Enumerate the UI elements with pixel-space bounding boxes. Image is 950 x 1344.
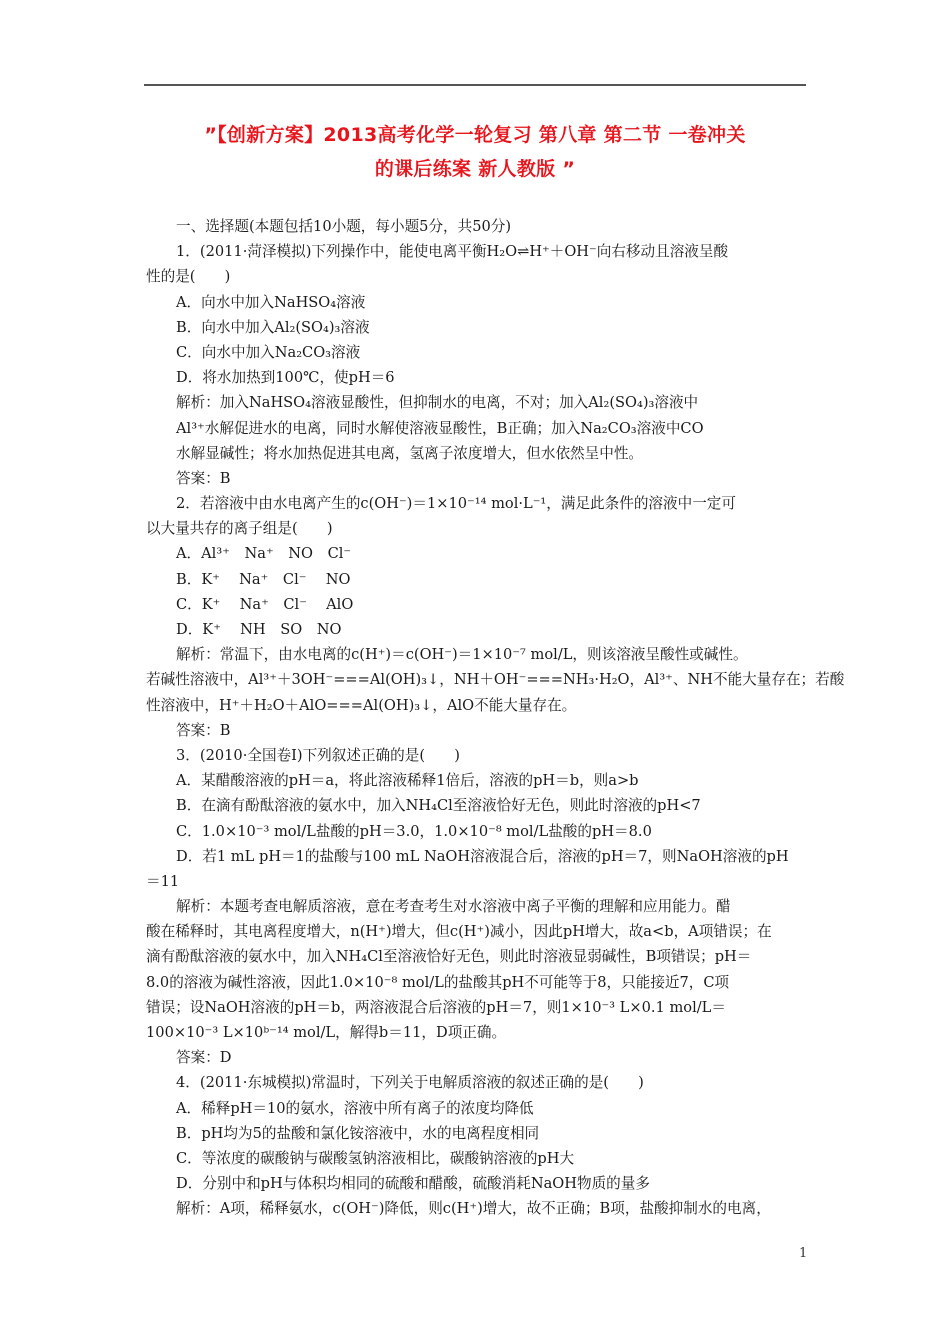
text-line: 解析：常温下，由水电离的c(H⁺)＝c(OH⁻)＝1×10⁻⁷ mol/L，则该溶液呈酸性或碱性。 [176,646,748,664]
text-line: C．K⁺ Na⁺ Cl⁻ AlO [176,595,354,613]
text-line: B．向水中加入Al₂(SO₄)₃溶液 [176,318,370,336]
text-line: 错误；设NaOH溶液的pH＝b，两溶液混合后溶液的pH＝7，则1×10⁻³ L×0.1 mol/L＝ [146,998,726,1016]
text-line: A．Al³⁺ Na⁺ NO Cl⁻ [176,545,352,563]
text-line: 一、选择题(本题包括10小题，每小题5分，共50分) [176,218,512,235]
text-line: 水解显碱性；将水加热促进其电离，氢离子浓度增大，但水依然呈中性。 [176,444,644,462]
text-line: C．向水中加入Na₂CO₃溶液 [176,343,361,361]
text-line: 性溶液中，H⁺＋H₂O＋AlO===Al(OH)₃↓，AlO不能大量存在。 [146,696,577,714]
text-line: B．K⁺ Na⁺ Cl⁻ NO [176,570,351,588]
text-line: 若碱性溶液中，Al³⁺＋3OH⁻===Al(OH)₃↓，NH＋OH⁻===NH₃·H₂O，Al³⁺、NH不能大量存在；若酸 [146,671,845,689]
header-rule [144,84,806,86]
text-line: 解析：本题考查电解质溶液，意在考查考生对水溶液中离子平衡的理解和应用能力。醋 [176,898,731,916]
text-line: D．K⁺ NH SO NO [176,621,342,638]
text-line: 酸在稀释时，其电离程度增大，n(H⁺)增大，但c(H⁺)减小，因此pH增大，故a<b，A项错误；在 [146,923,772,941]
text-line: A．稀释pH＝10的氨水，溶液中所有离子的浓度均降低 [176,1099,534,1117]
text-line: A．向水中加入NaHSO₄溶液 [176,293,366,311]
text-line: 解析：A项，稀释氨水，c(OH⁻)降低，则c(H⁺)增大，故不正确；B项，盐酸抑制水的电离， [176,1200,771,1218]
text-line: 答案：B [176,721,231,739]
text-line: 1．(2011·菏泽模拟)下列操作中，能使电离平衡H₂O⇌H⁺＋OH⁻向右移动且溶液呈酸 [176,243,729,261]
text-line: 答案：B [176,469,231,487]
text-line: A．某醋酸溶液的pH＝a，将此溶液稀释1倍后，溶液的pH＝b，则a>b [176,772,639,790]
text-line: 滴有酚酞溶液的氨水中，加入NH₄Cl至溶液恰好无色，则此时溶液显弱碱性，B项错误；pH＝ [146,948,752,966]
text-line: B．pH均为5的盐酸和氯化铵溶液中，水的电离程度相同 [176,1124,540,1142]
text-line: B．在滴有酚酞溶液的氨水中，加入NH₄Cl至溶液恰好无色，则此时溶液的pH<7 [176,797,701,815]
text-line: D．若1 mL pH＝1的盐酸与100 mL NaOH溶液混合后，溶液的pH＝7，则NaOH溶液的pH [176,847,789,865]
text-line: Al³⁺水解促进水的电离，同时水解使溶液显酸性，B正确；加入Na₂CO₃溶液中CO [176,419,704,437]
text-line: D．分别中和pH与体积均相同的硫酸和醋酸，硫酸消耗NaOH物质的量多 [176,1175,650,1193]
text-line: 4．(2011·东城模拟)常温时，下列关于电解质溶液的叙述正确的是( ) [176,1074,644,1092]
title-line-1: ”【创新方案】2013高考化学一轮复习 第八章 第二节 一卷冲关 [204,124,746,146]
text-line: 性的是( ) [146,268,231,286]
title-line-2: 的课后练案 新人教版 ” [374,158,576,180]
text-line: C．1.0×10⁻³ mol/L盐酸的pH＝3.0，1.0×10⁻⁸ mol/L盐酸的pH＝8.0 [176,822,652,840]
text-line: 3．(2010·全国卷Ⅰ)下列叙述正确的是( ) [176,746,460,764]
text-line: ＝11 [146,872,180,890]
text-line: 8.0的溶液为碱性溶液，因此1.0×10⁻⁸ mol/L的盐酸其pH不可能等于8，只能接近7，C项 [146,973,730,991]
page-number: 1 [799,1246,808,1261]
text-line: 100×10⁻³ L×10ᵇ⁻¹⁴ mol/L，解得b＝11，D项正确。 [146,1024,507,1041]
text-line: 以大量共存的离子组是( ) [146,520,333,538]
document-body [146,214,845,1222]
text-line: 2．若溶液中由水电离产生的c(OH⁻)＝1×10⁻¹⁴ mol·L⁻¹，满足此条件的溶液中一定可 [176,495,736,513]
text-line: 解析：加入NaHSO₄溶液显酸性，但抑制水的电离，不对；加入Al₂(SO₄)₃溶液中 [176,394,699,412]
text-line: 答案：D [176,1049,232,1067]
text-line: C．等浓度的碳酸钠与碳酸氢钠溶液相比，碳酸钠溶液的pH大 [176,1149,575,1167]
text-line: D．将水加热到100℃，使pH＝6 [176,369,395,387]
document-title [144,118,806,186]
